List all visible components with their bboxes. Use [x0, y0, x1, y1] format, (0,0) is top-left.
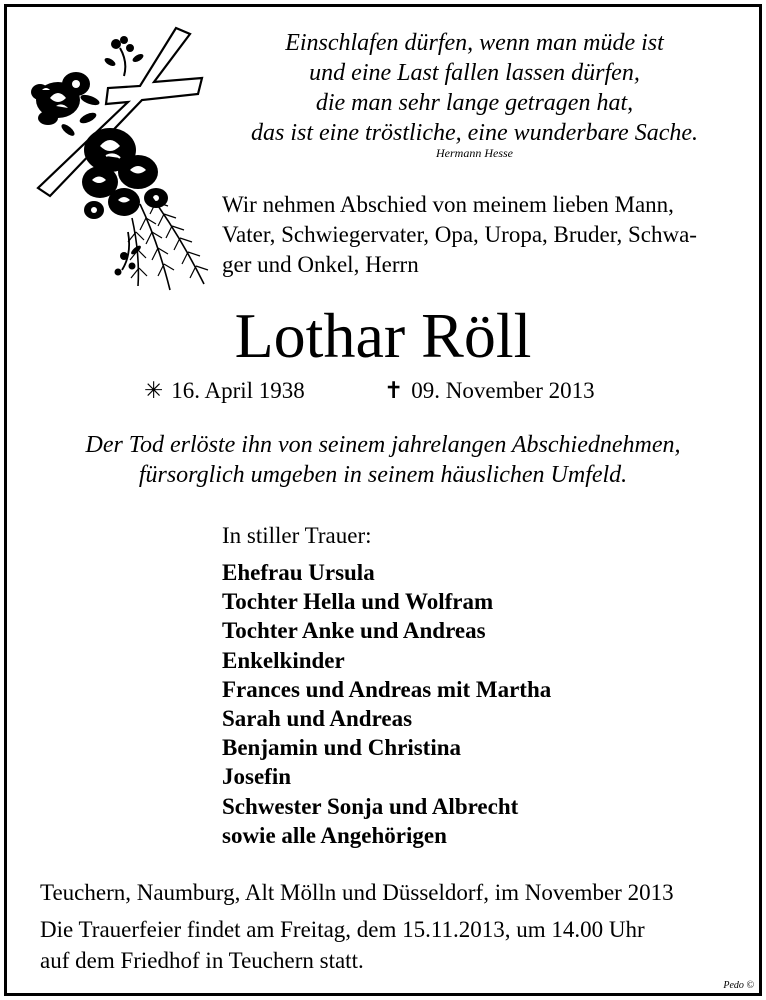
statement-line: Der Tod erlöste ihn von seinem jahrelangen Abschiednehmen,: [85, 432, 681, 458]
mourner-item: Schwester Sonja und Albrecht: [222, 793, 519, 819]
poem: [222, 28, 727, 148]
death-cross-icon: ✝: [384, 378, 404, 403]
mourner-item: Tochter Hella und Wolfram: [222, 589, 494, 615]
birth-date: 16. April 1938: [171, 378, 305, 403]
mourners-list: [222, 558, 551, 850]
intro-line: Vater, Schwiegervater, Opa, Uropa, Bruder, Schwa-: [222, 222, 697, 247]
mourner-item: Ehefrau Ursula: [222, 560, 375, 585]
poem-line: und eine Last fallen lassen dürfen,: [309, 60, 640, 86]
designer-credit: Pedo ©: [723, 980, 754, 991]
mourner-item: Tochter Anke und Andreas: [222, 618, 486, 644]
cross-with-roses-icon: [28, 22, 223, 302]
death-date-group: [384, 374, 595, 408]
death-statement: [0, 430, 766, 490]
intro-line: ger und Onkel, Herrn: [222, 252, 419, 277]
mourner-item: Benjamin und Christina: [222, 735, 462, 761]
mourning-label: In stiller Trauer:: [222, 523, 372, 548]
mourner-item: Josefin: [222, 764, 291, 790]
statement-line: fürsorglich umgeben in seinem häuslichen Umfeld.: [138, 462, 628, 488]
poem-line: die man sehr lange getragen hat,: [315, 90, 634, 116]
farewell-intro: [222, 190, 732, 280]
poem-line: das ist eine tröstliche, eine wunderbare Sache.: [250, 120, 699, 146]
funeral-line: Die Trauerfeier findet am Freitag, dem 15.11.2013, um 14.00 Uhr: [40, 917, 645, 942]
mourner-item: sowie alle Angehörigen: [222, 822, 447, 848]
intro-line: Wir nehmen Abschied von meinem lieben Mann,: [222, 192, 674, 217]
mourner-item: Enkelkinder: [222, 647, 345, 673]
place-and-date: Teuchern, Naumburg, Alt Mölln und Düsseldorf, im November 2013: [40, 880, 674, 905]
death-date: 09. November 2013: [411, 378, 595, 403]
deceased-name: Lothar Röll: [234, 300, 532, 371]
life-dates: [0, 374, 766, 408]
funeral-info: [40, 914, 645, 976]
funeral-line: auf dem Friedhof in Teuchern statt.: [40, 948, 364, 973]
birth-star-icon: ✳: [144, 378, 164, 403]
poem-author: Hermann Hesse: [436, 146, 513, 160]
poem-line: Einschlafen dürfen, wenn man müde ist: [285, 30, 664, 56]
mourner-item: Frances und Andreas mit Martha: [222, 676, 552, 702]
birth-date-group: [144, 374, 305, 408]
mourner-item: Sarah und Andreas: [222, 706, 413, 732]
